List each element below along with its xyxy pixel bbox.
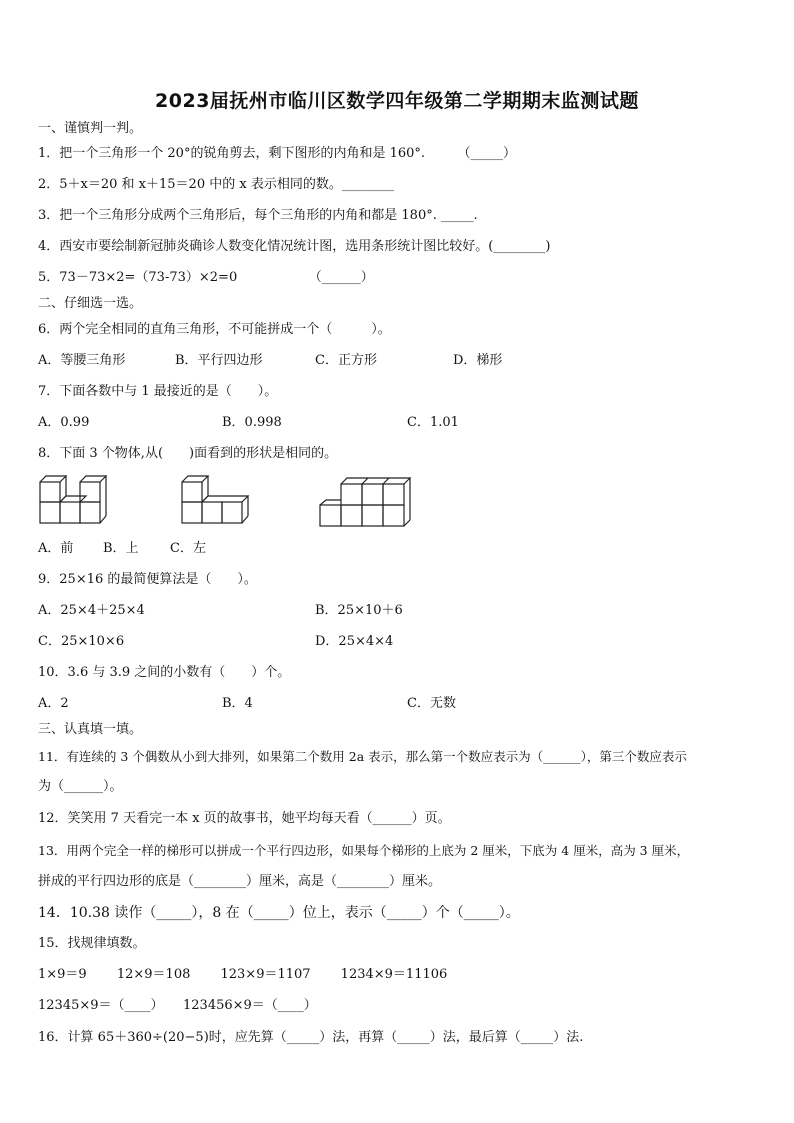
question-15-pattern-row-2: 12345×9＝（____） 123456×9＝（____） bbox=[38, 998, 317, 1013]
question-9: 9．25×16 的最简便算法是（ ）。 bbox=[38, 572, 257, 587]
q9-option-a: A．25×4＋25×4 bbox=[38, 603, 145, 618]
q6-option-a: A．等腰三角形 bbox=[38, 353, 126, 368]
q8-option-c: C．左 bbox=[170, 541, 206, 556]
q10-option-b: B．4 bbox=[222, 696, 253, 711]
question-14: 14．10.38 读作（_____），8 在（_____）位上，表示（_____）个（_____）。 bbox=[38, 905, 520, 921]
question-12: 12．笑笑用 7 天看完一本 x 页的故事书，她平均每天看（______）页。 bbox=[38, 811, 451, 826]
question-2: 2．5＋x＝20 和 x＋15＝20 中的 x 表示相同的数。________ bbox=[38, 177, 394, 192]
question-3: 3．把一个三角形分成两个三角形后，每个三角形的内角和都是 180°. _____. bbox=[38, 208, 478, 223]
question-11-line-2: 为（______）。 bbox=[38, 779, 123, 794]
question-1: 1．把一个三角形一个 20°的锐角剪去，剩下图形的内角和是 160°. （_____） bbox=[38, 146, 517, 161]
q6-option-c: C．正方形 bbox=[315, 353, 377, 368]
cube-stack-figure-3 bbox=[318, 474, 418, 528]
q9-option-b: B．25×10＋6 bbox=[315, 603, 403, 618]
question-15: 15．找规律填数。 bbox=[38, 936, 146, 951]
section-heading-fill: 三、认真填一填。 bbox=[38, 722, 143, 737]
section-heading-choose: 二、仔细选一选。 bbox=[38, 296, 143, 311]
section-heading-judge: 一、谨慎判一判。 bbox=[38, 121, 143, 136]
q7-option-b: B．0.998 bbox=[222, 415, 282, 430]
question-11-line-1: 11．有连续的 3 个偶数从小到大排列，如果第二个数用 2a 表示，那么第一个数应表示为（______），第三个数应表示 bbox=[38, 749, 687, 764]
question-5: 5．73－73×2=（73-73）×2=0 （______） bbox=[38, 270, 374, 285]
question-16: 16．计算 65＋360÷(20−5)时，应先算（_____）法，再算（_____）法，最后算（_____）法. bbox=[38, 1030, 584, 1045]
q10-option-c: C．无数 bbox=[407, 696, 456, 711]
q9-option-d: D．25×4×4 bbox=[315, 634, 394, 649]
q9-option-c: C．25×10×6 bbox=[38, 634, 125, 649]
q6-option-d: D．梯形 bbox=[453, 353, 503, 368]
question-13-line-2: 拼成的平行四边形的底是（________）厘米，高是（________）厘米。 bbox=[38, 874, 442, 889]
q10-option-a: A．2 bbox=[38, 696, 69, 711]
question-4: 4．西安市要绘制新冠肺炎确诊人数变化情况统计图，选用条形统计图比较好。(________) bbox=[38, 239, 551, 254]
question-7: 7．下面各数中与 1 最接近的是（ ）。 bbox=[38, 384, 278, 399]
q7-option-c: C．1.01 bbox=[407, 415, 459, 430]
q7-option-a: A．0.99 bbox=[38, 415, 90, 430]
page-title: 2023届抚州市临川区数学四年级第二学期期末监测试题 bbox=[155, 90, 639, 112]
question-15-pattern-row-1: 1×9＝9 12×9＝108 123×9＝1107 1234×9＝11106 bbox=[38, 967, 448, 982]
q8-option-a: A．前 bbox=[38, 541, 74, 556]
q8-option-b: B．上 bbox=[103, 541, 139, 556]
cube-stack-figure-1 bbox=[38, 474, 114, 526]
question-6: 6．两个完全相同的直角三角形，不可能拼成一个（ ）。 bbox=[38, 322, 391, 337]
q6-option-b: B．平行四边形 bbox=[175, 353, 263, 368]
question-13-line-1: 13．用两个完全一样的梯形可以拼成一个平行四边形，如果每个梯形的上底为 2 厘米，下底为 4 厘米，高为 3 厘米， bbox=[38, 843, 690, 858]
question-10: 10．3.6 与 3.9 之间的小数有（ ）个。 bbox=[38, 665, 291, 680]
question-8: 8．下面 3 个物体,从( )面看到的形状是相同的。 bbox=[38, 446, 338, 461]
cube-stack-figure-2 bbox=[180, 474, 256, 526]
